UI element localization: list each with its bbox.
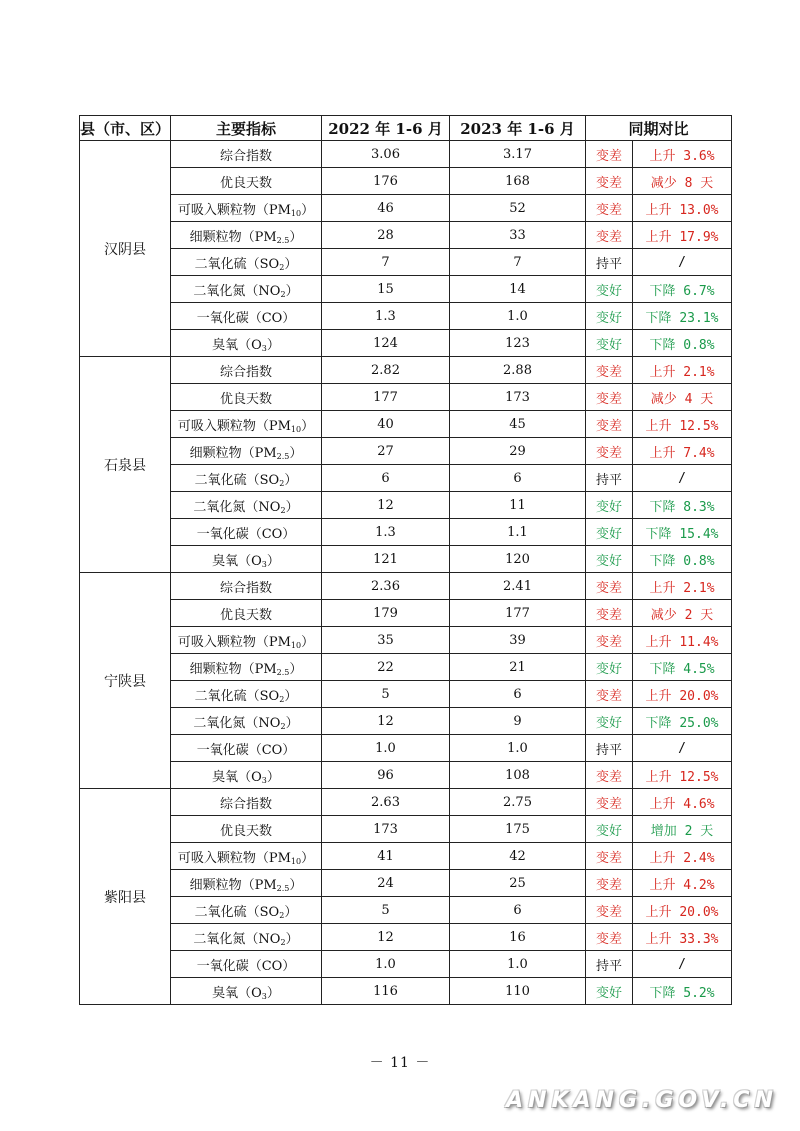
value-2023-cell: 1.0 [450,951,586,978]
indicator-text: 臭氧（O [212,769,262,785]
indicator-cell [171,654,322,681]
indicator-cell [171,762,322,789]
indicator-tail: ） [284,256,298,272]
indicator-cell [171,600,322,627]
indicator-cell [171,843,322,870]
change-cell: / [633,735,732,762]
change-cell: 上升 7.4% [633,438,732,465]
indicator-cell [171,141,322,168]
indicator-cell [171,357,322,384]
change-cell: 上升 13.0% [633,195,732,222]
indicator-subscript: 3 [261,991,267,1001]
value-2022-cell: 2.36 [322,573,450,600]
status-cell: 变差 [586,681,633,708]
value-2023-cell: 11 [450,492,586,519]
table-row [80,978,732,1005]
status-cell: 变差 [586,141,633,168]
value-2023-cell: 177 [450,600,586,627]
table-row [80,600,732,627]
value-2022-cell: 40 [322,411,450,438]
indicator-tail: ） [301,418,315,434]
value-2023-cell: 2.75 [450,789,586,816]
change-cell: 上升 4.6% [633,789,732,816]
indicator-text: 二氧化氮（NO [193,931,281,947]
indicator-text: 细颗粒物（PM [189,229,277,245]
status-cell: 变差 [586,411,633,438]
indicator-text: 一氧化碳（CO） [196,958,296,974]
indicator-subscript: 2.5 [276,235,290,245]
change-cell: / [633,249,732,276]
status-cell: 变差 [586,222,633,249]
header-comparison: 同期对比 [586,116,732,141]
change-cell: 下降 8.3% [633,492,732,519]
value-2023-cell: 21 [450,654,586,681]
indicator-text: 可吸入颗粒物（PM [177,850,291,866]
value-2022-cell: 12 [322,708,450,735]
indicator-cell [171,978,322,1005]
indicator-cell [171,276,322,303]
indicator-text: 二氧化氮（NO [193,715,281,731]
table-row [80,222,732,249]
value-2023-cell: 1.0 [450,303,586,330]
change-cell: 下降 23.1% [633,303,732,330]
indicator-text: 一氧化碳（CO） [196,310,296,326]
status-cell: 持平 [586,735,633,762]
value-2022-cell: 5 [322,681,450,708]
county-cell: 石泉县 [80,357,171,573]
table-row [80,870,732,897]
status-cell: 变好 [586,276,633,303]
change-cell: 上升 2.4% [633,843,732,870]
change-cell: / [633,465,732,492]
page-number: － 11 － [369,1055,431,1071]
value-2022-cell: 124 [322,330,450,357]
indicator-cell [171,168,322,195]
site-watermark: ANKANG.GOV.CN [506,1088,778,1113]
value-2022-cell: 179 [322,600,450,627]
indicator-text: 可吸入颗粒物（PM [177,418,291,434]
table-row [80,195,732,222]
change-cell: 上升 17.9% [633,222,732,249]
indicator-subscript: 10 [290,424,302,434]
indicator-cell [171,708,322,735]
indicator-cell [171,249,322,276]
value-2023-cell: 168 [450,168,586,195]
indicator-text: 二氧化硫（SO [194,688,280,704]
value-2022-cell: 46 [322,195,450,222]
change-cell: 下降 4.5% [633,654,732,681]
table-row [80,249,732,276]
change-cell: 上升 2.1% [633,573,732,600]
indicator-subscript: 2 [280,289,286,299]
indicator-tail: ） [289,229,303,245]
table-row [80,681,732,708]
value-2023-cell: 25 [450,870,586,897]
status-cell: 变差 [586,843,633,870]
table-row [80,438,732,465]
indicator-cell [171,492,322,519]
value-2022-cell: 1.3 [322,519,450,546]
value-2022-cell: 116 [322,978,450,1005]
indicator-subscript: 10 [290,856,302,866]
indicator-cell [171,465,322,492]
value-2022-cell: 6 [322,465,450,492]
table-row [80,735,732,762]
value-2022-cell: 41 [322,843,450,870]
change-cell: / [633,951,732,978]
indicator-tail: ） [289,877,303,893]
indicator-tail: ） [285,931,299,947]
indicator-tail: ） [301,202,315,218]
value-2022-cell: 22 [322,654,450,681]
indicator-cell [171,519,322,546]
status-cell: 变好 [586,708,633,735]
county-cell: 宁陕县 [80,573,171,789]
value-2023-cell: 7 [450,249,586,276]
indicator-subscript: 2.5 [276,451,290,461]
table-row [80,411,732,438]
table-row [80,168,732,195]
change-cell: 上升 12.5% [633,411,732,438]
indicator-cell [171,411,322,438]
value-2023-cell: 175 [450,816,586,843]
indicator-text: 二氧化硫（SO [194,904,280,920]
change-cell: 上升 20.0% [633,681,732,708]
indicator-cell [171,870,322,897]
value-2022-cell: 12 [322,924,450,951]
status-cell: 变好 [586,654,633,681]
status-cell: 持平 [586,465,633,492]
indicator-text: 细颗粒物（PM [189,445,277,461]
indicator-subscript: 2.5 [276,883,290,893]
indicator-text: 细颗粒物（PM [189,877,277,893]
table-row [80,357,732,384]
value-2022-cell: 3.06 [322,141,450,168]
value-2022-cell: 1.0 [322,735,450,762]
indicator-subscript: 2 [280,505,286,515]
value-2023-cell: 39 [450,627,586,654]
table-row [80,708,732,735]
header-2023: 2023 年 1-6 月 [450,116,586,141]
change-cell: 上升 20.0% [633,897,732,924]
change-cell: 上升 11.4% [633,627,732,654]
change-cell: 下降 0.8% [633,330,732,357]
table-row [80,330,732,357]
indicator-cell [171,573,322,600]
status-cell: 变好 [586,330,633,357]
indicator-text: 综合指数 [219,580,272,596]
value-2022-cell: 27 [322,438,450,465]
indicator-tail: ） [289,445,303,461]
indicator-text: 细颗粒物（PM [189,661,277,677]
status-cell: 变差 [586,924,633,951]
indicator-tail: ） [301,634,315,650]
value-2022-cell: 96 [322,762,450,789]
value-2022-cell: 15 [322,276,450,303]
value-2023-cell: 52 [450,195,586,222]
value-2022-cell: 35 [322,627,450,654]
change-cell: 下降 25.0% [633,708,732,735]
indicator-cell [171,438,322,465]
header-indicator: 主要指标 [171,116,322,141]
indicator-subscript: 10 [290,208,302,218]
indicator-text: 臭氧（O [212,337,262,353]
indicator-text: 可吸入颗粒物（PM [177,634,291,650]
value-2023-cell: 29 [450,438,586,465]
value-2023-cell: 6 [450,465,586,492]
value-2023-cell: 42 [450,843,586,870]
status-cell: 变差 [586,195,633,222]
indicator-tail: ） [285,283,299,299]
change-cell: 增加 2 天 [633,816,732,843]
value-2022-cell: 2.63 [322,789,450,816]
status-cell: 变好 [586,303,633,330]
status-cell: 变差 [586,897,633,924]
indicator-cell [171,789,322,816]
status-cell: 变好 [586,546,633,573]
status-cell: 变差 [586,600,633,627]
indicator-text: 可吸入颗粒物（PM [177,202,291,218]
indicator-text: 优良天数 [219,391,272,407]
indicator-tail: ） [266,769,280,785]
indicator-text: 一氧化碳（CO） [196,742,296,758]
status-cell: 持平 [586,951,633,978]
value-2023-cell: 33 [450,222,586,249]
indicator-subscript: 3 [261,775,267,785]
value-2023-cell: 6 [450,681,586,708]
table-row [80,897,732,924]
status-cell: 变差 [586,870,633,897]
change-cell: 下降 0.8% [633,546,732,573]
value-2022-cell: 24 [322,870,450,897]
status-cell: 变好 [586,816,633,843]
indicator-cell [171,384,322,411]
status-cell: 变差 [586,357,633,384]
status-cell: 变好 [586,978,633,1005]
indicator-text: 臭氧（O [212,985,262,1001]
status-cell: 变差 [586,627,633,654]
table-row [80,951,732,978]
air-quality-table [79,115,732,1005]
status-cell: 变差 [586,168,633,195]
status-cell: 持平 [586,249,633,276]
county-cell: 汉阴县 [80,141,171,357]
indicator-subscript: 2.5 [276,667,290,677]
change-cell: 下降 6.7% [633,276,732,303]
indicator-text: 二氧化硫（SO [194,256,280,272]
value-2022-cell: 28 [322,222,450,249]
change-cell: 上升 33.3% [633,924,732,951]
value-2023-cell: 1.1 [450,519,586,546]
indicator-tail: ） [285,499,299,515]
indicator-text: 臭氧（O [212,553,262,569]
indicator-text: 优良天数 [219,175,272,191]
indicator-cell [171,195,322,222]
value-2023-cell: 3.17 [450,141,586,168]
indicator-tail: ） [284,904,298,920]
indicator-cell [171,924,322,951]
indicator-text: 优良天数 [219,607,272,623]
indicator-cell [171,222,322,249]
value-2023-cell: 173 [450,384,586,411]
status-cell: 变好 [586,492,633,519]
table-row [80,519,732,546]
change-cell: 下降 15.4% [633,519,732,546]
status-cell: 变差 [586,438,633,465]
change-cell: 减少 8 天 [633,168,732,195]
indicator-text: 综合指数 [219,796,272,812]
indicator-tail: ） [301,850,315,866]
indicator-subscript: 2 [279,910,285,920]
value-2023-cell: 1.0 [450,735,586,762]
indicator-subscript: 2 [279,262,285,272]
value-2023-cell: 45 [450,411,586,438]
indicator-text: 综合指数 [219,148,272,164]
change-cell: 下降 5.2% [633,978,732,1005]
indicator-subscript: 3 [261,343,267,353]
table-row [80,843,732,870]
table-row [80,654,732,681]
change-cell: 上升 2.1% [633,357,732,384]
value-2023-cell: 16 [450,924,586,951]
indicator-subscript: 3 [261,559,267,569]
county-cell: 紫阳县 [80,789,171,1005]
value-2023-cell: 123 [450,330,586,357]
change-cell: 上升 12.5% [633,762,732,789]
table-row [80,492,732,519]
indicator-tail: ） [266,337,280,353]
table-row [80,573,732,600]
value-2022-cell: 121 [322,546,450,573]
change-cell: 减少 2 天 [633,600,732,627]
table-row [80,276,732,303]
header-county: 县（市、区） [80,116,171,141]
indicator-text: 二氧化硫（SO [194,472,280,488]
value-2023-cell: 2.88 [450,357,586,384]
table-row [80,141,732,168]
value-2022-cell: 7 [322,249,450,276]
status-cell: 变好 [586,519,633,546]
indicator-cell [171,735,322,762]
change-cell: 上升 4.2% [633,870,732,897]
status-cell: 变差 [586,573,633,600]
indicator-cell [171,897,322,924]
indicator-text: 二氧化氮（NO [193,499,281,515]
value-2023-cell: 120 [450,546,586,573]
value-2022-cell: 1.3 [322,303,450,330]
value-2023-cell: 108 [450,762,586,789]
indicator-tail: ） [266,985,280,1001]
status-cell: 变差 [586,384,633,411]
indicator-cell [171,303,322,330]
table-row [80,816,732,843]
indicator-cell [171,546,322,573]
value-2023-cell: 110 [450,978,586,1005]
indicator-subscript: 2 [279,478,285,488]
indicator-cell [171,627,322,654]
value-2023-cell: 2.41 [450,573,586,600]
value-2022-cell: 2.82 [322,357,450,384]
indicator-tail: ） [284,688,298,704]
indicator-subscript: 2 [280,721,286,731]
indicator-subscript: 10 [290,640,302,650]
value-2022-cell: 1.0 [322,951,450,978]
indicator-subscript: 2 [279,694,285,704]
indicator-tail: ） [284,472,298,488]
value-2023-cell: 6 [450,897,586,924]
table-row [80,762,732,789]
table-row [80,546,732,573]
value-2022-cell: 12 [322,492,450,519]
change-cell: 减少 4 天 [633,384,732,411]
indicator-cell [171,816,322,843]
header-2022: 2022 年 1-6 月 [322,116,450,141]
indicator-cell [171,330,322,357]
value-2022-cell: 176 [322,168,450,195]
indicator-subscript: 2 [280,937,286,947]
status-cell: 变差 [586,762,633,789]
indicator-tail: ） [285,715,299,731]
indicator-text: 综合指数 [219,364,272,380]
table-row [80,465,732,492]
value-2023-cell: 9 [450,708,586,735]
change-cell: 上升 3.6% [633,141,732,168]
status-cell: 变差 [586,789,633,816]
indicator-cell [171,951,322,978]
table-header-row [80,116,732,141]
value-2022-cell: 177 [322,384,450,411]
indicator-tail: ） [289,661,303,677]
table-row [80,303,732,330]
table-row [80,924,732,951]
table-row [80,789,732,816]
table-body [80,141,732,1005]
indicator-text: 优良天数 [219,823,272,839]
table-row [80,627,732,654]
value-2023-cell: 14 [450,276,586,303]
value-2022-cell: 5 [322,897,450,924]
indicator-text: 二氧化氮（NO [193,283,281,299]
indicator-text: 一氧化碳（CO） [196,526,296,542]
indicator-tail: ） [266,553,280,569]
table-row [80,384,732,411]
value-2022-cell: 173 [322,816,450,843]
indicator-cell [171,681,322,708]
